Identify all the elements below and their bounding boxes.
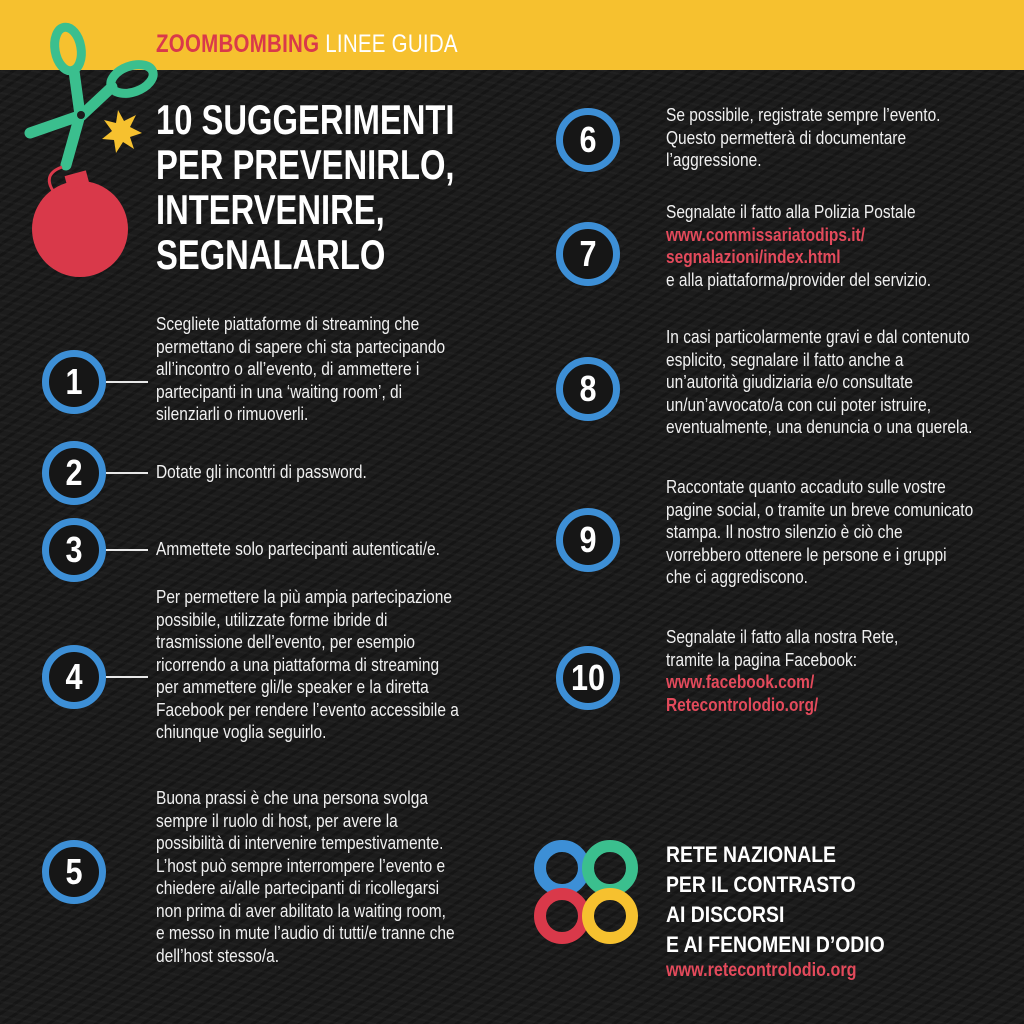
tip-4-text bbox=[156, 586, 459, 744]
brand-accent: ZOOMBOMBING bbox=[156, 30, 320, 58]
tip-line: Per permettere la più ampia partecipazione bbox=[156, 587, 453, 607]
tip-line: stampa. Il nostro silenzio è ciò che bbox=[666, 522, 903, 542]
tip-number: 9 bbox=[579, 519, 597, 560]
connector-line bbox=[106, 381, 148, 383]
tip-line: permettano di sapere chi sta partecipando bbox=[156, 336, 446, 357]
tip-line: Facebook per rendere l’evento accessibile a bbox=[156, 699, 459, 720]
tip-line: possibilità di intervenire tempestivamente. bbox=[156, 833, 444, 853]
tip-number-badge bbox=[556, 357, 620, 421]
tip-line: tramite la pagina Facebook: bbox=[666, 649, 858, 670]
tip-number-badge bbox=[556, 646, 620, 710]
tip-line: l’aggressione. bbox=[666, 150, 762, 170]
tip-number: 3 bbox=[65, 529, 83, 570]
facebook-link-cont[interactable]: Retecontrolodio.org/ bbox=[666, 694, 819, 715]
brand-rest: LINEE GUIDA bbox=[325, 30, 458, 58]
tip-line: Ammettete solo partecipanti autenticati/e. bbox=[156, 539, 440, 559]
title-line: SEGNALARLO bbox=[156, 231, 386, 278]
tip-number: 4 bbox=[65, 656, 83, 697]
tip-line: Dotate gli incontri di password. bbox=[156, 462, 367, 482]
tip-7-text bbox=[666, 201, 931, 291]
scissors-bomb-illustration bbox=[20, 15, 160, 285]
tip-line: e messo in mute l’audio di tutti/e tranne che bbox=[156, 923, 455, 943]
tip-number-badge bbox=[556, 108, 620, 172]
org-name-line: E AI FENOMENI D’ODIO bbox=[666, 932, 885, 957]
polizia-postale-link[interactable]: www.commissariatodips.it/ bbox=[666, 224, 865, 245]
tip-2-text bbox=[156, 461, 367, 484]
tip-line: per ammettere gli/le speaker e la diretta bbox=[156, 677, 429, 697]
facebook-link[interactable]: www.facebook.com/ bbox=[666, 672, 815, 692]
tip-number-badge bbox=[42, 840, 106, 904]
tip-6-text bbox=[666, 104, 940, 172]
polizia-postale-link-cont[interactable]: segnalazioni/index.html bbox=[666, 247, 841, 267]
connector-line bbox=[106, 676, 148, 678]
tip-line: all’incontro o all’evento, di ammettere i bbox=[156, 359, 420, 379]
tip-line: Raccontate quanto accaduto sulle vostre bbox=[666, 477, 946, 497]
tip-number: 1 bbox=[65, 361, 83, 402]
tip-line: eventualmente, una denuncia o una querela. bbox=[666, 417, 973, 437]
tip-1-text bbox=[156, 313, 445, 426]
tip-line: Buona prassi è che una persona svolga bbox=[156, 788, 428, 808]
tip-line: vorrebbero ottenere le persone e i gruppi bbox=[666, 544, 947, 565]
tip-line: dell’host stesso/a. bbox=[156, 945, 280, 966]
tip-number: 5 bbox=[65, 851, 83, 892]
tip-line: un’autorità giudiziaria e/o consultate bbox=[666, 372, 913, 392]
page-title bbox=[156, 97, 484, 277]
org-name-line: PER IL CONTRASTO bbox=[666, 872, 856, 897]
tip-number-badge bbox=[42, 441, 106, 505]
tip-number: 10 bbox=[570, 657, 606, 698]
title-line: INTERVENIRE, bbox=[156, 186, 385, 233]
tip-line: sempre il ruolo di host, per avere la bbox=[156, 810, 398, 831]
tip-number-badge bbox=[42, 350, 106, 414]
tip-line: Questo permetterà di documentare bbox=[666, 127, 907, 148]
tip-line: ricorrendo a una piattaforma di streaming bbox=[156, 654, 440, 675]
org-name-line: AI DISCORSI bbox=[666, 902, 785, 927]
tip-number-badge bbox=[556, 222, 620, 286]
tip-line: Segnalate il fatto alla nostra Rete, bbox=[666, 627, 899, 647]
tip-line: silenziarli o rimuoverli. bbox=[156, 404, 309, 424]
connector-line bbox=[106, 549, 148, 551]
tip-line: Segnalate il fatto alla Polizia Postale bbox=[666, 202, 916, 222]
tip-line: trasmissione dell’evento, per esempio bbox=[156, 632, 415, 652]
tip-line: Scegliete piattaforme di streaming che bbox=[156, 314, 420, 334]
interlocking-rings-logo bbox=[532, 838, 642, 948]
tip-number-badge bbox=[556, 508, 620, 572]
tip-line: chiedere ai/alle partecipanti di ricollegarsi bbox=[156, 878, 440, 898]
tip-line: Se possibile, registrate sempre l’evento. bbox=[666, 105, 941, 125]
tip-line: In casi particolarmente gravi e dal contenuto bbox=[666, 327, 970, 347]
tip-line: L’host può sempre interrompere l’evento e bbox=[156, 855, 446, 876]
tip-number-badge bbox=[42, 518, 106, 582]
tip-10-text bbox=[666, 626, 898, 716]
bomb-icon bbox=[32, 167, 128, 277]
tip-number: 2 bbox=[65, 452, 83, 493]
tip-line: non prima di aver abilitato la waiting room, bbox=[156, 900, 446, 921]
tip-5-text bbox=[156, 787, 455, 967]
title-line: 10 SUGGERIMENTI bbox=[156, 96, 455, 143]
tip-number: 8 bbox=[579, 368, 597, 409]
tip-line: pagine social, o tramite un breve comunicato bbox=[666, 499, 974, 520]
tip-line: esplicito, segnalare il fatto anche a bbox=[666, 349, 904, 370]
tip-8-text bbox=[666, 326, 972, 439]
tip-number-badge bbox=[42, 645, 106, 709]
org-name-line: RETE NAZIONALE bbox=[666, 842, 836, 867]
connector-line bbox=[106, 472, 148, 474]
tip-line: possibile, utilizzate forme ibride di bbox=[156, 609, 388, 630]
tip-number: 7 bbox=[579, 233, 597, 274]
scissors-icon bbox=[30, 25, 157, 165]
tip-number: 6 bbox=[579, 119, 597, 160]
organization-name bbox=[666, 840, 885, 960]
spark-icon bbox=[102, 110, 142, 153]
tip-line: chiunque voglia seguirlo. bbox=[156, 722, 327, 742]
organization-url-link[interactable]: www.retecontrolodio.org bbox=[666, 960, 857, 981]
tip-9-text bbox=[666, 476, 973, 589]
tip-line: partecipanti in una ‘waiting room’, di bbox=[156, 381, 403, 402]
tip-line: che ci aggrediscono. bbox=[666, 567, 808, 587]
brand-heading bbox=[156, 30, 458, 59]
title-line: PER PREVENIRLO, bbox=[156, 141, 455, 188]
tip-line: un/un’avvocato/a con cui poter istruire, bbox=[666, 394, 932, 415]
tip-line: e alla piattaforma/provider del servizio. bbox=[666, 269, 932, 290]
tip-3-text bbox=[156, 538, 440, 561]
